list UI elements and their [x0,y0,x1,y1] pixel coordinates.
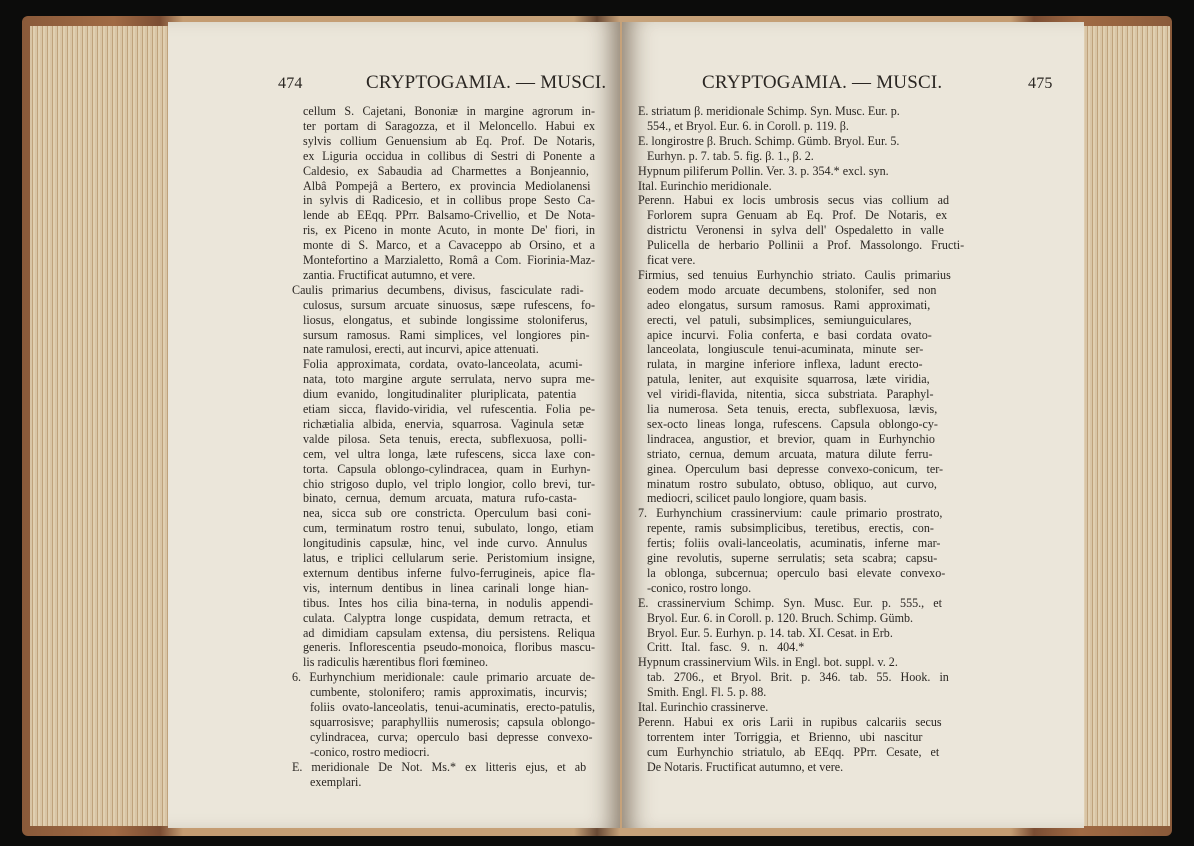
left-page-number: 474 [278,75,303,92]
text-line: la oblonga, subcernua; operculo basi elevate convexo- [647,565,946,580]
left-page-edges [30,26,170,826]
text-line: De Notaris. Fructificat autumno, et vere. [647,759,844,774]
text-line: E. striatum β. meridionale Schimp. Syn. Musc. Eur. p. [638,104,900,118]
text-line: cum, terminatum rostro tenui, subulato, longo, etiam [303,521,594,536]
text-line: sylvis collium Genuensium ab Eq. Prof. De Notaris, [303,133,595,148]
right-page-number: 475 [1028,75,1053,92]
text-line: lanceolata, longiuscule tenui-acuminata, minute ser- [647,342,924,357]
text-line: Bryol. Eur. 6. in Coroll. p. 120. Bruch. Schimp. Gümb. [647,610,914,625]
text-line: tibus. Intes hos cilia bina-terna, in nodulis appendi- [303,595,594,610]
text-line: Caldesio, ex Sabaudia ad Charmettes a Bonjeannio, [303,163,589,178]
left-page-header [168,72,620,100]
right-running-head: CRYPTOGAMIA. — MUSCI. [702,72,943,93]
text-line: E. crassinervium Schimp. Syn. Musc. Eur. p. 555., et [638,595,942,610]
text-line: exemplari. [310,774,362,789]
text-line: striato, cernua, demum arcuata, matura dilute ferru- [647,446,933,461]
text-line: rulata, in margine inferiore inflexa, ladunt erecto- [647,357,923,372]
text-line: eodem modo arcuate decumbens, stolonifer, sed non [647,282,937,297]
text-line: Ital. Eurinchio crassinerve. [638,700,769,714]
text-line: lis radiculis hærentibus flori fœmineo. [303,655,489,670]
text-line: torrentem inter Torriggia, et Brienno, ubi nascitur [647,729,923,744]
text-line: Ital. Eurinchio meridionale. [638,178,772,193]
text-line: culata. Calyptra longe cuspidata, demum retracta, et [303,610,591,625]
right-page-header [622,72,1084,100]
text-line: ter portam di Saragozza, et il Meloncello. Habui ex [303,118,595,133]
text-line: apice incurvi. Folia conferta, e basi cordata ovato- [647,327,932,342]
text-line: -conico, rostro mediocri. [310,744,430,759]
text-line: Eurhyn. p. 7. tab. 5. fig. β. 1., β. 2. [647,148,814,163]
text-line: lindracea, angustior, et brevior, quam in Eurhynchio [647,431,935,446]
text-line: lende ab EEqq. PPrr. Balsamo-Crivellio, et De Nota- [303,208,595,223]
text-line: erecti, vel patuli, subsimplices, semiunguiculares, [647,312,912,327]
text-line: liosus, elongatus, et subinde longissime stoloniferus, [303,312,588,327]
text-line: Hypnum crassinervium Wils. in Engl. bot. suppl. v. 2. [638,655,898,670]
text-line: sex-octo lineas longa, rufescens. Capsula oblongo-cy- [647,416,938,431]
text-line: 6. Eurhynchium meridionale: caule primario arcuate de- [292,670,595,685]
text-line: patula, leniter, aut exquisite squarrosa, læte viridia, [647,372,930,387]
text-line: vis, internum dentibus in linea carinali longe hian- [303,580,589,595]
text-line: minatum rostro subulato, obtuso, obliquo, aut curvo, [647,476,937,491]
text-line: monte di S. Marco, et a Cavaceppo ab Orsino, et a [303,238,595,253]
text-line: sursum ramosus. Rami simplices, vel longiores pin- [303,327,590,342]
text-line: E. longirostre β. Bruch. Schimp. Gümb. Bryol. Eur. 5. [638,133,900,148]
text-line: Caulis primarius decumbens, divisus, fasciculate radi- [292,282,584,297]
right-page [622,22,1084,828]
text-line: cum Eurhynchio striatulo, ab EEqq. PPrr. Cesate, et [647,744,940,759]
text-line: torta. Capsula oblongo-cylindracea, quam in Eurhyn- [303,461,591,476]
text-line: generis. Inflorescentia pseudo-monoica, floribus mascu- [303,640,595,655]
text-line: Forlorem supra Genuam ab Eq. Prof. De Notaris, ex [647,208,948,223]
text-line: adeo elongatus, sursum ramosus. Rami approximati, [647,297,931,312]
text-line: cylindracea, curva; operculo basi depresse convexo- [310,729,593,744]
text-line: ris, ex Piceno in monte Acuto, in monte De' fiori, in [303,223,595,238]
text-line: ficat vere. [647,253,696,267]
text-line: in sylvis di Radicesio, et in collibus prope Sesto Ca- [303,193,595,208]
text-line: binato, cernua, demum arcuata, matura rufo-casta- [303,491,577,506]
text-line: districtu Veronensi in sylva dell' Ospedaletto in valle [647,223,944,238]
text-line: Perenn. Habui ex oris Larii in rupibus calcariis secus [638,714,942,729]
text-line: chio strigoso duplo, vel triplo longior, collo brevi, tur- [303,476,595,491]
text-line: Smith. Engl. Fl. 5. p. 88. [647,685,767,700]
text-line: zantia. Fructificat autumno, et vere. [303,267,476,282]
text-line: ex Liguria occidua in collibus di Sestri di Ponente a [303,148,595,163]
text-line: cellum S. Cajetani, Bononiæ in margine agrorum in- [303,104,595,118]
text-line: gine revolutis, superne serrulatis; seta scabra; capsu- [647,551,938,565]
text-line: valde pilosa. Seta tenuis, erecta, subflexuosa, polli- [303,431,587,446]
text-line: etiam sicca, flavido-viridia, vel rufescentia. Folia pe- [303,402,595,416]
text-line: Perenn. Habui ex locis umbrosis secus vias collium ad [638,193,949,208]
text-line: externum dentibus inferne fulvo-ferrugineis, apice fla- [303,565,595,580]
text-line: Bryol. Eur. 5. Eurhyn. p. 14. tab. XI. Cesat. in Erb. [647,625,893,640]
text-line: mediocri, scilicet paulo longiore, quam basis. [647,491,867,506]
text-line: 554., et Bryol. Eur. 6. in Coroll. p. 119. β. [647,118,849,133]
text-line: foliis ovato-lanceolatis, tenui-acuminatis, erecto-patulis, [310,700,595,714]
text-line: tab. 2706., et Bryol. Brit. p. 346. tab. 55. Hook. in [647,670,949,685]
text-line: Critt. Ital. fasc. 9. n. 404.* [647,640,805,655]
text-line: cumbente, stolonifero; ramis approximatis, incurvis; [310,685,588,700]
left-running-head: CRYPTOGAMIA. — MUSCI. [366,72,607,93]
text-line: Firmius, sed tenuius Eurhynchio striato. Caulis primarius [638,267,951,282]
text-line: nate ramulosi, erecti, aut incurvi, apice attenuati. [303,342,539,357]
text-line: longitudinis capsulæ, hinc, vel inde curvo. Annulus [303,536,588,551]
text-line: E. meridionale De Not. Ms.* ex litteris ejus, et ab [292,759,587,774]
text-line: -conico, rostro longo. [647,580,752,595]
text-line: richætialia albida, enervia, squarrosa. Vaginula setæ [303,416,584,431]
text-line: repente, ramis subsimplicibus, teretibus, erectis, con- [647,521,934,536]
text-line: ginea. Operculum basi depresse convexo-conicum, ter- [647,461,944,476]
text-line: culosus, sursum arcuate sinuosus, sæpe rufescens, fo- [303,297,595,312]
text-line: latus, e triplici cellularum serie. Peristomium insigne, [303,551,595,565]
text-line: Folia approximata, cordata, ovato-lanceolata, acumi- [303,357,583,372]
text-line: lia numerosa. Seta tenuis, erecta, subflexuosa, lævis, [647,402,938,416]
text-line: Hypnum piliferum Pollin. Ver. 3. p. 354.* excl. syn. [638,163,889,178]
text-line: Montefortino a Marzialetto, Româ a Com. Fiorinia-Maz- [303,253,595,267]
text-line: fertis; foliis ovali-lanceolatis, acuminatis, inferne mar- [647,536,941,551]
text-line: nea, sicca sub ore constricta. Operculum basi coni- [303,506,592,521]
text-line: dium evanido, longitudinaliter pluriplicata, patentia [303,387,577,402]
text-line: 7. Eurhynchium crassinervium: caule primario prostrato, [638,506,943,521]
text-line: vel viridi-flavida, nitentia, sicca substriata. Paraphyl- [647,387,934,402]
text-line: cem, vel ultra longa, læte rufescens, sicca laxe con- [303,446,595,461]
text-line: Pulicella de herbario Pollinii a Prof. Massolongo. Fructi- [647,238,965,253]
left-page [168,22,620,828]
text-line: squarrosisve; paraphylliis numerosis; capsula oblongo- [310,714,595,729]
text-line: nata, toto margine argute serrulata, nervo supra me- [303,372,595,387]
text-line: Albâ Pompejâ a Bertero, ex provincia Mediolanensi [303,178,591,193]
text-line: ad dimidiam capsulam extensa, diu persistens. Reliqua [303,625,595,640]
right-page-edges [1080,26,1170,826]
